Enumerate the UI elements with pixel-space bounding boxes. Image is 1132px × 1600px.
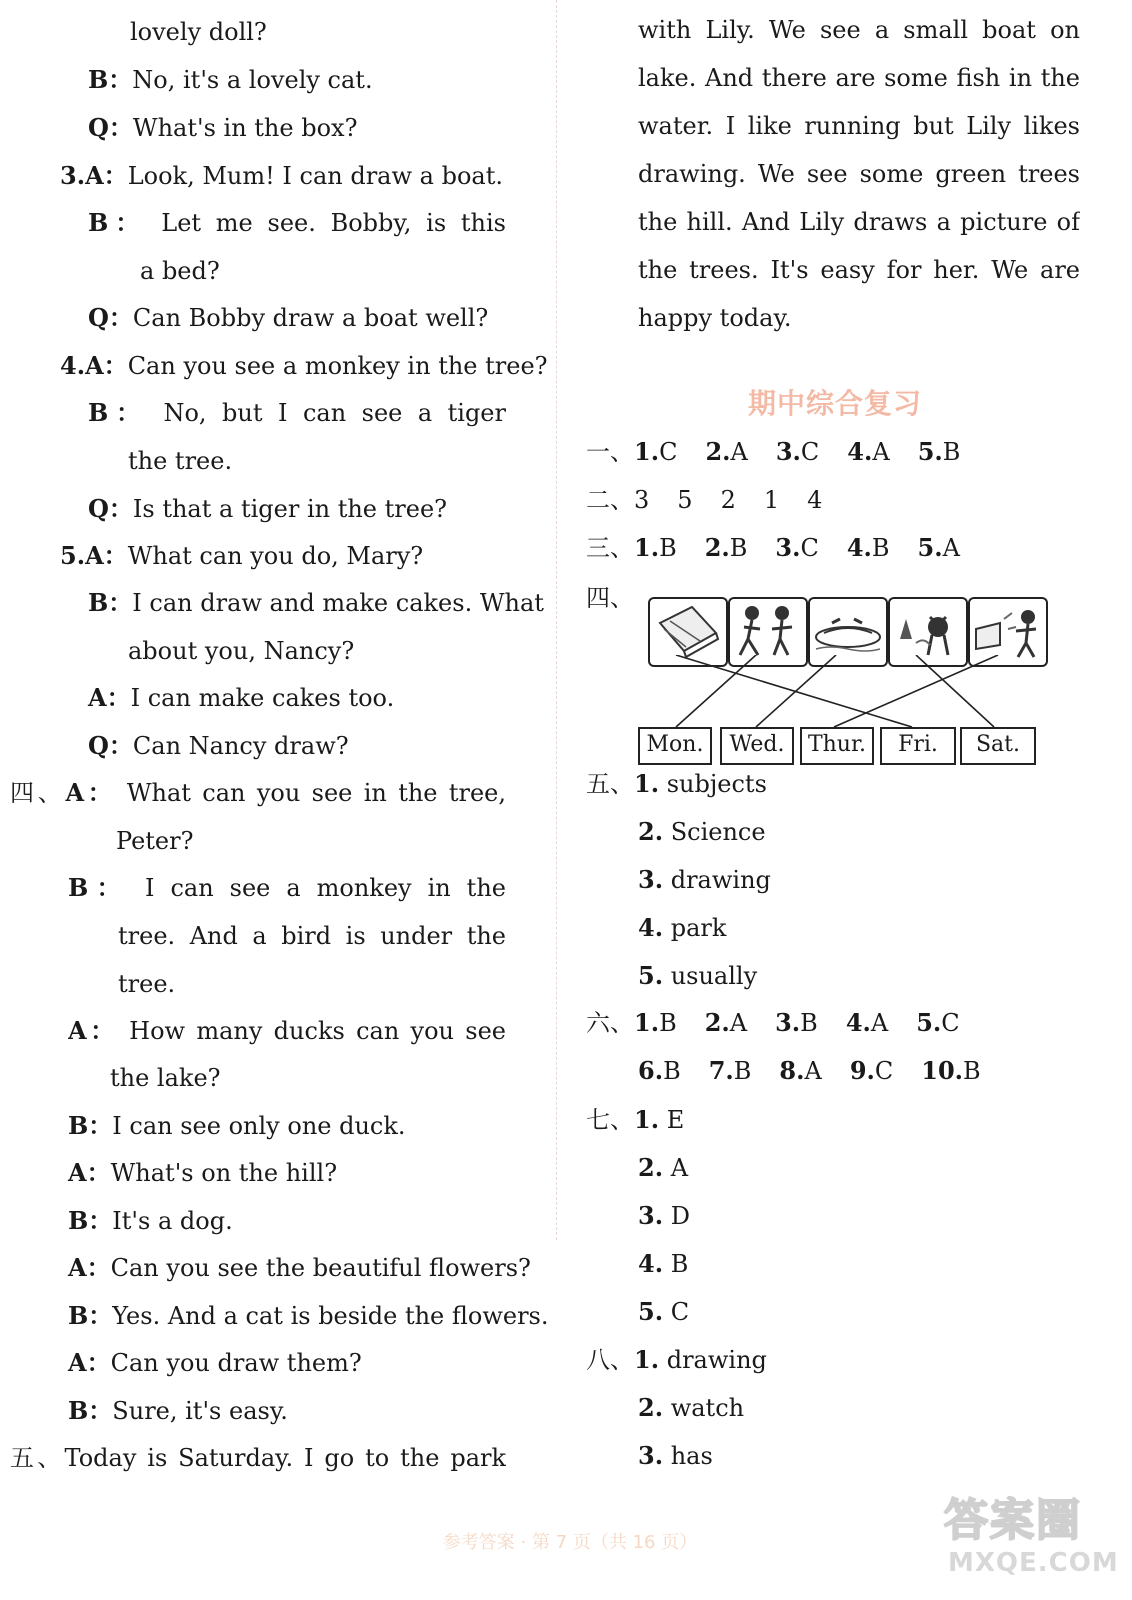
match-line [676,655,912,727]
answer-row: 八、1. drawing [586,1345,767,1374]
text-line: happy today. [638,304,792,332]
text-line: lake. And there are some fish in the [638,64,1080,92]
watermark-url: MXQE.COM [948,1548,1119,1578]
text-line: B： I can see a monkey in the [68,873,506,902]
matching-lines [648,655,1052,733]
text-line: lovely doll? [130,18,267,46]
match-line [756,655,836,727]
day-box: Mon. [638,727,712,765]
text-line: A： How many ducks can you see [68,1016,506,1045]
column-divider [556,0,557,1240]
answer-row: 6.B 7.B 8.A 9.C 10.B [638,1056,981,1085]
text-line: about you, Nancy? [128,637,355,665]
text-line: B： No, but I can see a tiger [88,398,506,427]
answer-row: 2. A [638,1153,689,1182]
text-line: the hill. And Lily draws a picture of [638,208,1080,236]
answer-row: 二、3 5 2 1 4 [586,486,823,514]
text-line: A：Can you draw them? [68,1348,362,1377]
section-number: 四、 [586,584,634,612]
day-box: Sat. [960,727,1036,765]
text-line: B：I can draw and make cakes. What [88,588,544,617]
text-line: Q：Can Bobby draw a boat well? [88,303,489,332]
text-line: with Lily. We see a small boat on [638,16,1080,44]
match-line [676,655,756,727]
section-title: 期中综合复习 [747,387,922,420]
match-line [916,655,994,727]
text-line: tree. And a bird is under the [118,922,506,950]
answer-row: 4. B [638,1249,689,1278]
text-line: B： Let me see. Bobby, is this [88,208,506,237]
answer-row: 3. D [638,1201,690,1230]
text-line: 3.A：Look, Mum! I can draw a boat. [60,161,503,190]
text-line: Q：Is that a tiger in the tree? [88,494,448,523]
text-line: A：I can make cakes too. [88,683,395,712]
text-line: water. I like running but Lily likes [638,112,1080,140]
text-line: 4.A：Can you see a monkey in the tree? [60,351,548,380]
answer-row: 一、1.C 2.A 3.C 4.A 5.B [586,437,961,466]
answer-row: 5. C [638,1297,690,1326]
text-line: tree. [118,970,176,998]
text-line: Peter? [116,827,194,855]
answer-row: 4. park [638,913,727,942]
text-line: the lake? [110,1064,221,1092]
text-line: B：Yes. And a cat is beside the flowers. [68,1301,549,1330]
answer-row: 2. Science [638,817,766,846]
text-line: a bed? [140,257,220,285]
text-line: drawing. We see some green trees [638,160,1080,188]
day-box: Thur. [800,727,874,765]
answer-row: 3. drawing [638,865,771,894]
page-footer: 参考答案 · 第 7 页（共 16 页） [442,1532,698,1553]
text-line: Q：What's in the box? [88,113,358,142]
text-line: the trees. It's easy for her. We are [638,256,1080,284]
watermark-text: 答案圈 [944,1495,1082,1546]
text-line: B：No, it's a lovely cat. [88,65,373,94]
answer-row: 2. watch [638,1393,745,1422]
answer-row: 五、1. subjects [586,769,767,798]
text-line: A：What's on the hill? [68,1158,338,1187]
day-box: Fri. [880,727,956,765]
text-line: 五、Today is Saturday. I go to the park [10,1444,506,1472]
match-line [834,655,998,727]
day-box: Wed. [720,727,794,765]
text-line: the tree. [128,447,233,475]
text-line: Q：Can Nancy draw? [88,731,349,760]
text-line: 5.A：What can you do, Mary? [60,541,424,570]
answer-row: 六、1.B 2.A 3.B 4.A 5.C [586,1008,960,1037]
answer-row: 3. has [638,1441,713,1470]
text-line: B：I can see only one duck. [68,1111,406,1140]
answer-row: 七、1. E [586,1105,685,1134]
text-line: 四、A： What can you see in the tree, [10,778,506,807]
text-line: A：Can you see the beautiful flowers? [68,1253,531,1282]
answer-row: 三、1.B 2.B 3.C 4.B 5.A [586,533,960,562]
watermark-logo [940,1478,1120,1588]
text-line: B：It's a dog. [68,1206,233,1235]
answer-row: 5. usually [638,961,758,990]
text-line: B：Sure, it's easy. [68,1396,288,1425]
